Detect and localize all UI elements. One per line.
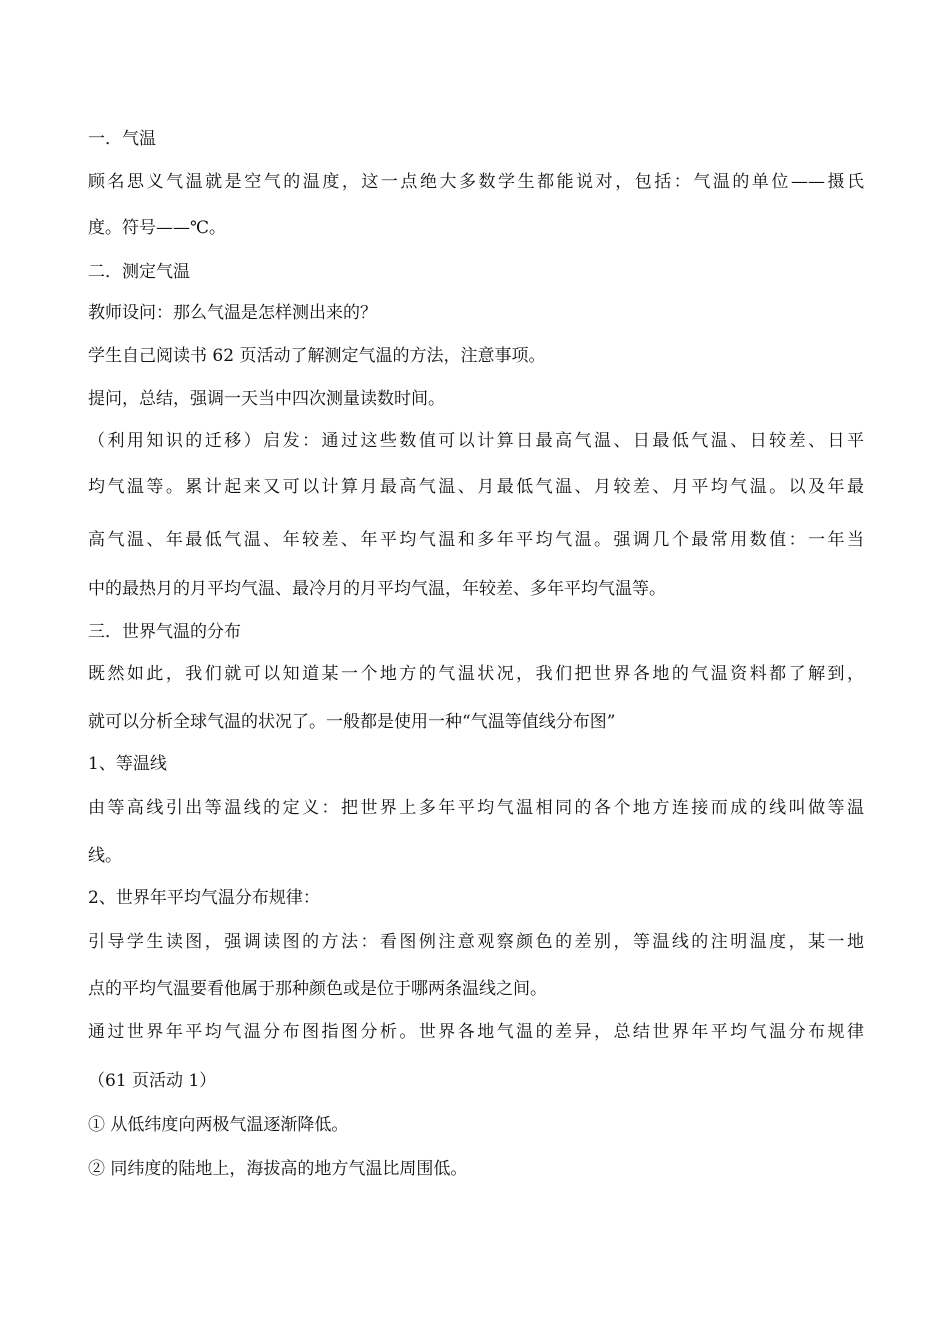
paragraph-line: 度。符号——℃。: [88, 218, 227, 238]
list-item: ② 同纬度的陆地上，海拔高的地方气温比周围低。: [88, 1159, 468, 1179]
heading-2: 二．测定气温: [88, 262, 190, 282]
paragraph-line: 学生自己阅读书 62 页活动了解测定气温的方法，注意事项。: [88, 346, 546, 366]
paragraph-line: 提问，总结，强调一天当中四次测量读数时间。: [88, 389, 445, 409]
paragraph-line: （61 页活动 1）: [88, 1071, 217, 1091]
paragraph-line: 就可以分析全球气温的状况了。一般都是使用一种“气温等值线分布图”: [88, 712, 616, 732]
heading-1: 一．气温: [88, 129, 156, 149]
paragraph-line: 顾名思义气温就是空气的温度，这一点绝大多数学生都能说对，包括：气温的单位——摄氏: [88, 172, 864, 192]
paragraph-line: 教师设问：那么气温是怎样测出来的？: [88, 303, 377, 323]
paragraph-line: 中的最热月的月平均气温、最冷月的月平均气温，年较差、多年平均气温等。: [88, 579, 666, 599]
paragraph-line: 均气温等。累计起来又可以计算月最高气温、月最低气温、月较差、月平均气温。以及年最: [88, 477, 864, 497]
paragraph-line: 通过世界年平均气温分布图指图分析。世界各地气温的差异，总结世界年平均气温分布规律: [88, 1022, 864, 1042]
paragraph-line: 既然如此，我们就可以知道某一个地方的气温状况，我们把世界各地的气温资料都了解到，: [88, 664, 864, 684]
paragraph-line: 由等高线引出等温线的定义：把世界上多年平均气温相同的各个地方连接而成的线叫做等温: [88, 798, 864, 818]
paragraph-line: 高气温、年最低气温、年较差、年平均气温和多年平均气温。强调几个最常用数值：一年当: [88, 530, 864, 550]
paragraph-line: 线。: [88, 846, 122, 866]
paragraph-line: 引导学生读图，强调读图的方法：看图例注意观察颜色的差别，等温线的注明温度，某一地: [88, 932, 864, 952]
heading-3: 三．世界气温的分布: [88, 622, 241, 642]
list-item: ① 从低纬度向两极气温逐渐降低。: [88, 1115, 349, 1135]
subheading-2: 2、世界年平均气温分布规律：: [88, 888, 320, 908]
subheading-1: 1、等温线: [88, 754, 167, 774]
paragraph-line: （利用知识的迁移）启发：通过这些数值可以计算日最高气温、日最低气温、日较差、日平: [88, 431, 864, 451]
paragraph-line: 点的平均气温要看他属于那种颜色或是位于哪两条温线之间。: [88, 979, 547, 999]
